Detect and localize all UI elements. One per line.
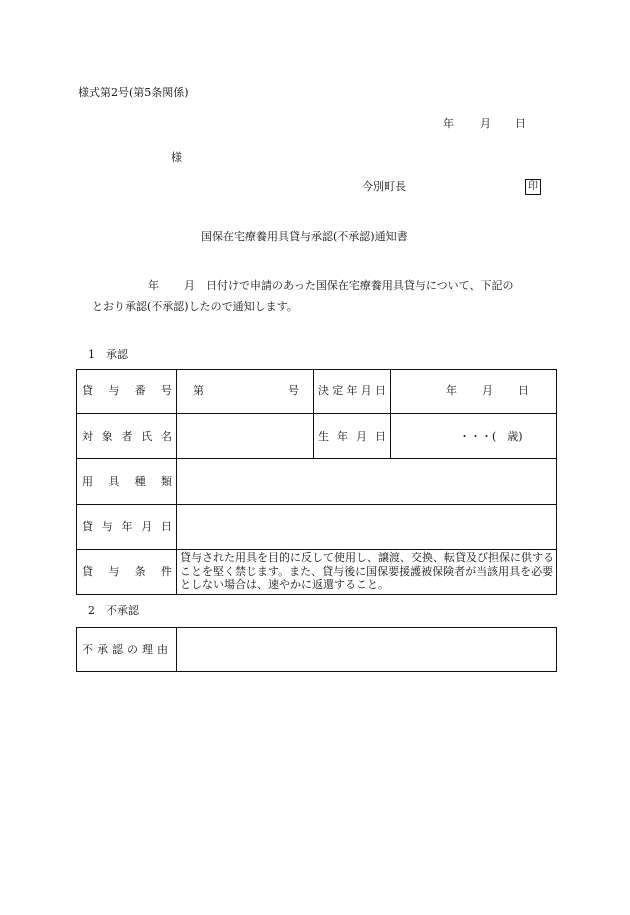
decision-date-year: 年 (446, 384, 457, 397)
col-divider (176, 627, 177, 672)
row-divider (76, 458, 557, 459)
label-loan-date: 貸 与 年 月 日 (82, 520, 172, 533)
document-title: 国保在宅療養用具貸与承認(不承認)通知書 (201, 230, 408, 243)
label-birth-date: 生 年 月 日 (318, 430, 386, 443)
col-divider (176, 369, 177, 595)
decision-date-day: 日 (518, 384, 529, 397)
form-number: 様式第2号(第5条関係) (78, 86, 189, 99)
loan-conditions-text: 貸与された用具を目的に反して使用し、譲渡、交換、転貸及び担保に供することを堅く禁じます。また、貸与後に国保要援護被保険者が当該用具を必要としない場合は、速やかに返還すること。 (180, 551, 554, 591)
decision-date-month: 月 (482, 384, 493, 397)
label-subject-name: 対 象 者 氏 名 (82, 430, 172, 443)
col-divider (390, 369, 391, 458)
body-month: 月 (184, 279, 195, 292)
col-divider (313, 369, 314, 458)
issue-date-month: 月 (480, 117, 491, 130)
issue-date-day: 日 (515, 117, 526, 130)
body-line-2: とおり承認(不承認)したので通知します。 (92, 300, 298, 313)
label-rejection-reason: 不 承 認 の 理 由 (82, 643, 168, 656)
seal-mark: 印 (525, 179, 541, 195)
row-divider (76, 549, 557, 550)
section-rejection-heading: 2 不承認 (88, 604, 139, 617)
label-loan-number: 貸 与 番 号 (82, 384, 172, 397)
issuer-name: 今別町長 (362, 180, 406, 193)
loan-number-prefix: 第 (193, 384, 204, 397)
loan-number-suffix: 号 (288, 384, 299, 397)
label-decision-date: 決 定 年 月 日 (318, 384, 386, 397)
birth-date-value: ・・・( 歳) (459, 430, 523, 443)
section-approval-heading: 1 承認 (88, 348, 128, 361)
row-divider (76, 413, 557, 414)
row-divider (76, 504, 557, 505)
label-equipment-type: 用 具 種 類 (82, 475, 172, 488)
addressee-honorific: 様 (171, 151, 182, 164)
body-line-1: 日付けで申請のあった国保在宅療養用具貸与について、下記の (206, 279, 514, 292)
label-loan-conditions: 貸 与 条 件 (82, 565, 172, 578)
body-year: 年 (148, 279, 159, 292)
issue-date-year: 年 (443, 117, 454, 130)
